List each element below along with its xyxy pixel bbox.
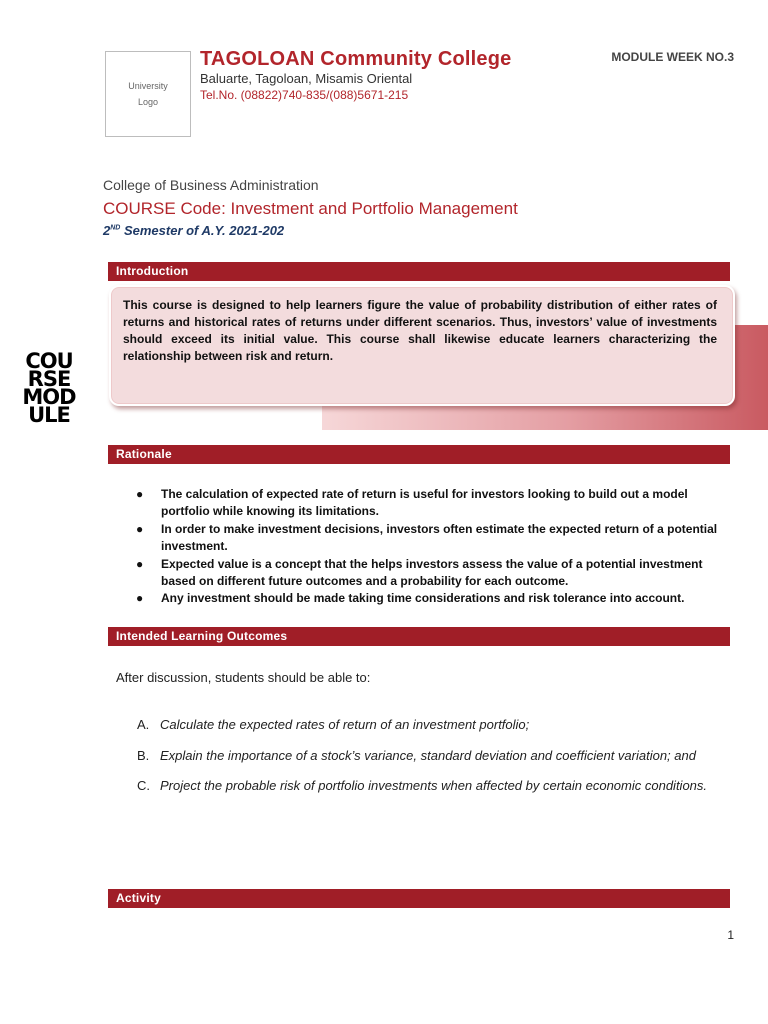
course-title: COURSE Code: Investment and Portfolio Management <box>103 199 518 218</box>
stamp-line-2: RSE <box>27 367 71 391</box>
stamp-line-3: MOD <box>22 385 76 409</box>
college-name: TAGOLOAN Community College <box>200 48 512 70</box>
semester-text: Semester of A.Y. 2021-202 <box>120 223 285 238</box>
learning-outcomes-list <box>137 710 717 802</box>
introduction-box <box>109 285 735 406</box>
list-item <box>136 486 726 521</box>
introduction-text: This course is designed to help learners figure the value of probability distribution of either rates of returns and historical rates of returns under different scenarios. Thus, investors’ value of investments should exceed its initial value. This course shall likewise educate learners characterizing the relationship between risk and return. <box>123 298 717 363</box>
rationale-item-text: Any investment should be made taking time considerations and risk tolerance into account. <box>161 591 685 606</box>
department-name: College of Business Administration <box>103 177 319 193</box>
college-address: Baluarte, Tagoloan, Misamis Oriental <box>200 71 413 86</box>
learning-outcomes-heading: Intended Learning Outcomes <box>108 627 730 646</box>
list-item <box>136 521 726 556</box>
course-module-stamp <box>12 349 86 427</box>
rationale-heading: Rationale <box>108 445 730 464</box>
outcome-letter: C. <box>137 778 150 793</box>
rationale-item-text: In order to make investment decisions, investors often estimate the expected return of a potential investment. <box>161 521 718 554</box>
bullet-icon: ● <box>136 556 144 571</box>
activity-heading: Activity <box>108 889 730 908</box>
outcome-letter: B. <box>137 747 150 763</box>
university-logo <box>105 51 191 137</box>
list-item <box>136 556 726 591</box>
list-item <box>136 590 726 607</box>
outcome-text: Project the probable risk of portfolio investments when affected by certain economic conditions. <box>160 778 708 793</box>
module-week-label: MODULE WEEK NO.3 <box>611 50 734 64</box>
list-item <box>137 741 717 772</box>
logo-line-1: University <box>128 81 168 91</box>
page-number: 1 <box>727 928 734 942</box>
bullet-icon: ● <box>136 591 144 606</box>
outcome-letter: A. <box>137 717 150 732</box>
introduction-heading: Introduction <box>108 262 730 281</box>
list-item <box>137 710 717 741</box>
logo-line-2: Logo <box>137 97 158 107</box>
list-item <box>137 771 717 802</box>
bullet-icon: ● <box>136 487 144 501</box>
rationale-item-text: Expected value is a concept that the helps investors assess the value of a potential investment based on different future outcomes and a probability for each outcome. <box>161 556 703 589</box>
semester-superscript: ND <box>110 224 121 232</box>
outcome-text: Calculate the expected rates of return of an investment portfolio; <box>160 717 530 732</box>
college-telephone: Tel.No. (08822)740-835/(088)5671-215 <box>200 88 409 102</box>
rationale-list <box>136 486 726 608</box>
learning-outcomes-intro: After discussion, students should be able to: <box>116 670 371 685</box>
outcome-text: Explain the importance of a stock’s variance, standard deviation and coefficient variation; and <box>160 747 696 763</box>
rationale-item-text: The calculation of expected rate of return is useful for investors looking to build out a model portfolio while knowing its limitations. <box>161 487 688 519</box>
semester-label <box>103 223 284 238</box>
stamp-line-4: ULE <box>28 403 70 427</box>
stamp-line-1: COU <box>25 349 73 373</box>
semester-number: 2 <box>103 223 111 238</box>
bullet-icon: ● <box>136 521 144 536</box>
